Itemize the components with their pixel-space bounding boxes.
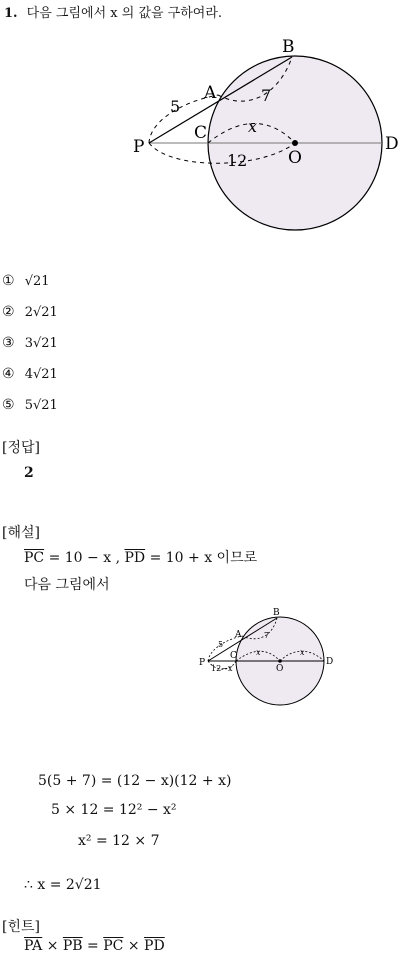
label-d: D (385, 134, 399, 154)
times-1: × (42, 938, 63, 954)
len-pa: 5 (170, 97, 181, 116)
equation-3: x² = 12 × 7 (78, 833, 160, 849)
equation-2: 5 × 12 = 12² − x² (51, 802, 177, 818)
len-ab: 7 (264, 631, 270, 640)
len-ab: 7 (261, 86, 272, 105)
len-x1: x (256, 648, 261, 657)
choice-1[interactable] (2, 273, 50, 289)
len-pa: 5 (218, 640, 224, 649)
explanation-line1 (24, 547, 257, 567)
segment-pa: $\overline{PA}$ (24, 938, 43, 954)
center-point (292, 140, 298, 146)
label-p: P (133, 137, 145, 157)
center-point (278, 659, 282, 663)
segment-pd: $\overline{PD}$ (144, 938, 165, 954)
choice-text: 4√21 (24, 367, 58, 382)
len-pc: 12−x (211, 664, 233, 673)
label-c: C (194, 123, 208, 143)
label-o: O (288, 148, 302, 168)
choice-text: 3√21 (24, 336, 58, 351)
answer-header: [정답] (2, 440, 40, 456)
choice-4[interactable] (2, 366, 58, 382)
len-pc: 12 (227, 151, 248, 170)
choice-5[interactable] (2, 397, 58, 413)
equals: = (82, 938, 104, 954)
segment-pc: $\overline{PC}$ (103, 938, 124, 954)
choice-mark: ② (2, 304, 15, 320)
segment-pd: $\overline{PD}$ (124, 550, 146, 566)
question (4, 2, 222, 21)
question-text: 다음 그림에서 x 의 값을 구하여라. (26, 6, 223, 21)
choice-3[interactable] (2, 335, 58, 351)
segment-pc: $\overline{PC}$ (24, 550, 45, 566)
choice-mark: ④ (2, 366, 15, 382)
label-a: A (204, 83, 217, 103)
explanation-header: [해설] (2, 525, 40, 541)
label-b: B (282, 37, 295, 57)
explanation-line2: 다음 그림에서 (24, 577, 110, 593)
choice-text: √21 (24, 274, 50, 289)
figure-main (130, 32, 401, 232)
eq-part2: = 10 + x 이므로 (145, 550, 258, 566)
hint-equation (24, 938, 165, 954)
choice-mark: ③ (2, 335, 15, 351)
label-d: D (326, 657, 334, 667)
label-p: P (199, 658, 206, 668)
question-number: 1. (4, 6, 18, 21)
answer-value: 2 (24, 465, 34, 481)
segment-pb: $\overline{PB}$ (62, 938, 83, 954)
choice-mark: ① (2, 273, 15, 289)
len-x2: x (300, 648, 305, 657)
choice-text: 5√21 (24, 398, 58, 413)
label-b: B (273, 608, 280, 618)
hint-header: [힌트] (2, 919, 40, 935)
choice-text: 2√21 (24, 305, 58, 320)
figure-explanation (198, 606, 340, 708)
equation-1: 5(5 + 7) = (12 − x)(12 + x) (38, 773, 232, 789)
choice-2[interactable] (2, 304, 58, 320)
times-2: × (123, 938, 145, 954)
conclusion: ∴ x = 2√21 (24, 877, 102, 893)
choice-mark: ⑤ (2, 397, 15, 413)
eq-part1: = 10 − x , (44, 550, 125, 566)
label-c: C (230, 651, 237, 661)
label-o: O (276, 664, 284, 674)
label-a: A (235, 630, 242, 640)
len-x: x (248, 117, 258, 136)
